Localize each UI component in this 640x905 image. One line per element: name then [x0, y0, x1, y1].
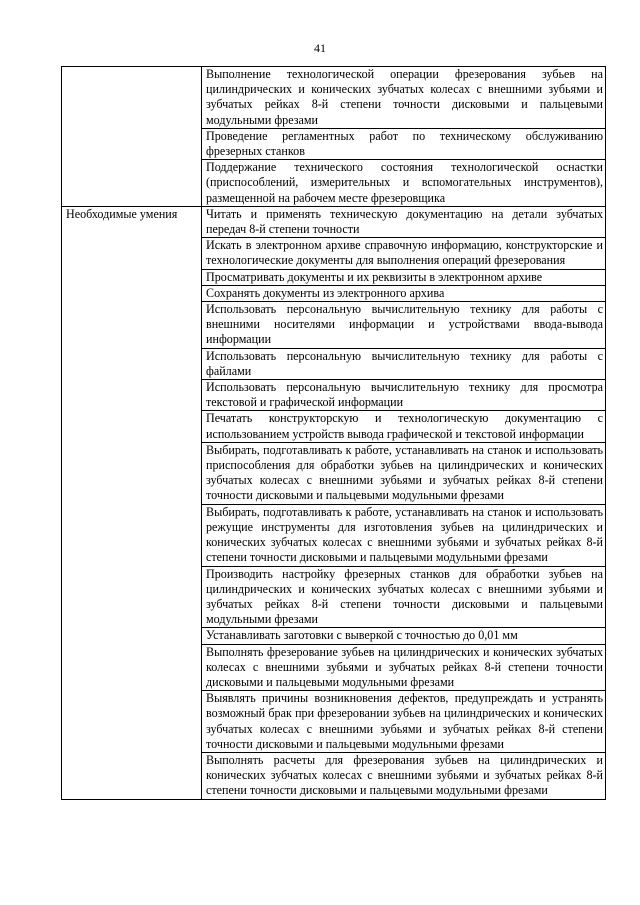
- row-text: Производить настройку фрезерных станков для обработки зубьев на цилиндрических и конических зубчатых колесах с внешними зубьями и зубчатых рейках 8-й степени точности дисковыми и пальцевыми модульными фрезами: [202, 566, 606, 628]
- row-text: Использовать персональную вычислительную технику для работы с внешними носителями информации и устройствами ввода-вывода информации: [202, 302, 606, 349]
- row-text: Использовать персональную вычислительную технику для просмотра текстовой и графической информации: [202, 380, 606, 411]
- row-text: Печатать конструкторскую и технологическую документацию с использованием устройств вывода графической и текстовой информации: [202, 411, 606, 442]
- row-text: Искать в электронном архиве справочную информацию, конструкторские и технологические документы для выполнения операций фрезерования: [202, 238, 606, 269]
- table-row: [62, 206, 606, 237]
- table-row: [62, 67, 606, 129]
- requirements-table: [61, 66, 606, 800]
- row-text: Читать и применять техническую документацию на детали зубчатых передач 8-й степени точности: [202, 206, 606, 237]
- row-text: Выполнение технологической операции фрезерования зубьев на цилиндрических и конических зубчатых колесах с внешними зубьями и зубчатых рейках 8-й степени точности дисковыми и пальцевыми модульными фрезами: [202, 67, 606, 129]
- section-label-skills: Необходимые умения: [62, 206, 202, 799]
- page-number: 41: [314, 41, 326, 55]
- row-text: Проведение регламентных работ по техническому обслуживанию фрезерных станков: [202, 128, 606, 159]
- row-text: Выявлять причины возникновения дефектов, предупреждать и устранять возможный брак при фрезеровании зубьев на цилиндрических и конических зубчатых колесах с внешними зубьями и зубчатых рейках 8-й степени точности дисковыми и пальцевыми модульными фрезами: [202, 691, 606, 753]
- row-text: Устанавливать заготовки с выверкой с точностью до 0,01 мм: [202, 628, 606, 644]
- row-text: Просматривать документы и их реквизиты в электронном архиве: [202, 269, 606, 285]
- row-text: Сохранять документы из электронного архива: [202, 285, 606, 301]
- row-text: Выбирать, подготавливать к работе, устанавливать на станок и использовать режущие инструменты для изготовления зубьев на цилиндрических и конических зубчатых колесах с внешними зубьями и зубчатых рейках 8-й степени точности дисковыми и пальцевыми модульными фрезами: [202, 504, 606, 566]
- row-label: [62, 67, 202, 207]
- row-text: Поддержание технического состояния технологической оснастки (приспособлений, измерительных и вспомогательных инструментов), размещенной на рабочем месте фрезеровщика: [202, 160, 606, 207]
- row-text: Выполнять фрезерование зубьев на цилиндрических и конических зубчатых колесах с внешними зубьями и зубчатых рейках 8-й степени точности дисковыми и пальцевыми модульными фрезами: [202, 644, 606, 691]
- row-text: Выбирать, подготавливать к работе, устанавливать на станок и использовать приспособления для обработки зубьев на цилиндрических и конических зубчатых колесах с внешними зубьями и зубчатых рейках 8-й степени точности дисковыми и пальцевыми модульными фрезами: [202, 442, 606, 504]
- row-text: Использовать персональную вычислительную технику для работы с файлами: [202, 348, 606, 379]
- row-text: Выполнять расчеты для фрезерования зубьев на цилиндрических и конических зубчатых колесах с внешними зубьями и зубчатых рейках 8-й степени точности дисковыми и пальцевыми модульными фрезами: [202, 752, 606, 799]
